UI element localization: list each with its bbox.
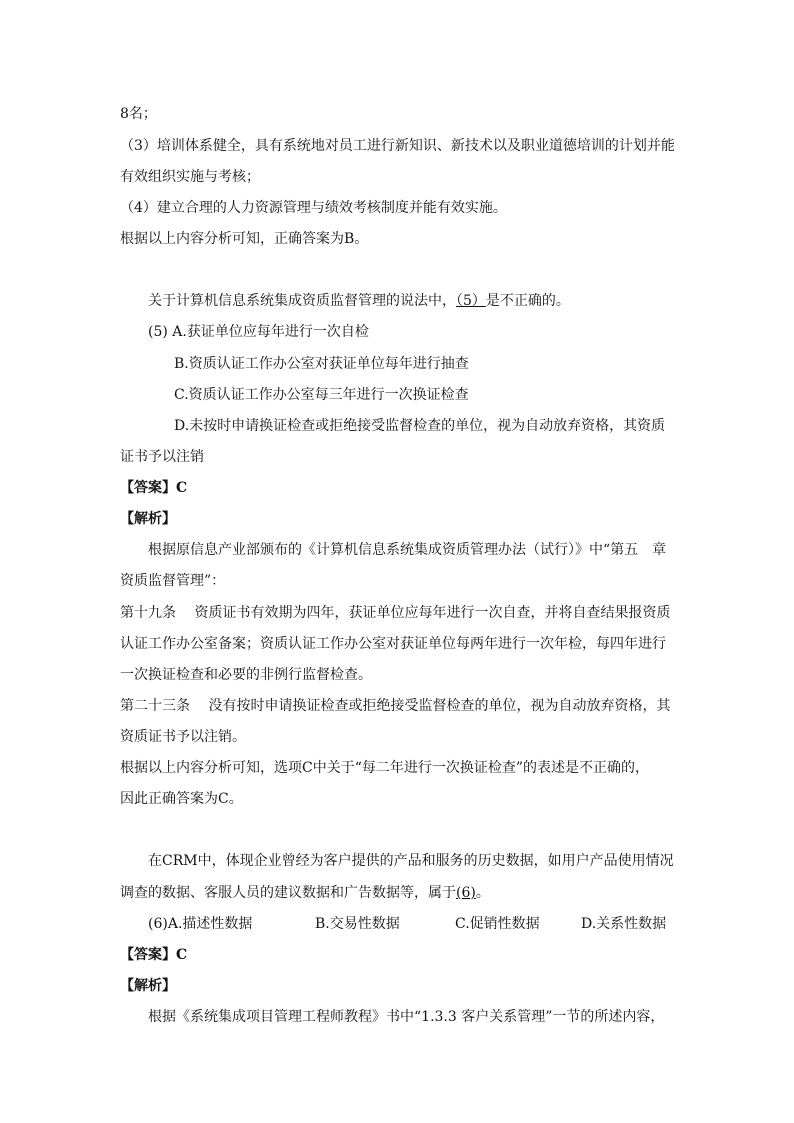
analysis-line: 认证工作办公室备案；资质认证工作办公室对获证单位每两年进行一次年检，每四年进行: [120, 636, 666, 652]
text-line: 有效组织实施与考核；: [120, 169, 260, 185]
option-b: B.资质认证工作办公室对获证单位每年进行抽查: [174, 356, 469, 372]
question-5-blank: （5）: [456, 293, 486, 309]
option-b: B.交易性数据: [315, 916, 400, 932]
question-6-stem-end: 。: [475, 885, 490, 901]
text-line: （4）建立合理的人力资源管理与绩效考核制度并能有效实施。: [120, 200, 507, 216]
option-d-cont: 证书予以注销: [120, 449, 204, 465]
analysis-line: 因此正确答案为C。: [120, 791, 243, 807]
analysis-line: 一次换证检查和必要的非例行监督检查。: [120, 667, 372, 683]
question-6-stem-cont: [120, 883, 490, 903]
analysis-line: 根据以上内容分析可知，选项C中关于“每二年进行一次换证检查”的表述是不正确的，: [120, 760, 650, 776]
option-d: D.未按时申请换证检查或拒绝接受监督检查的单位，视为自动放弃资格，其资质: [174, 418, 666, 434]
text-line: （3）培训体系健全，具有系统地对员工进行新知识、新技术以及职业道德培训的计划并能: [120, 138, 675, 154]
analysis-line: 资质证书予以注销。: [120, 729, 246, 745]
question-6-blank: (6): [456, 885, 476, 901]
answer-label: 【答案】C: [120, 480, 188, 496]
analysis-line: 根据原信息产业部颁布的《计算机信息系统集成资质管理办法（试行）》中“第五 章: [148, 542, 667, 558]
option-c: C.资质认证工作办公室每三年进行一次换证检查: [174, 387, 469, 403]
option-c: C.促销性数据: [455, 916, 540, 932]
option-a: (6)A.描述性数据: [148, 916, 253, 932]
option-a: (5) A.获证单位应每年进行一次自检: [148, 324, 369, 340]
text-line: 8名；: [120, 106, 157, 122]
question-6-stem-text: 调查的数据、客服人员的建议数据和广告数据等，属于: [120, 885, 456, 901]
analysis-line: 第二十三条 没有按时申请换证检查或拒绝接受监督检查的单位，视为自动放弃资格，其: [120, 698, 671, 714]
question-5-stem-text: 关于计算机信息系统集成资质监督管理的说法中，: [148, 293, 456, 309]
question-5-stem: [148, 291, 570, 311]
analysis-label: 【解析】: [120, 511, 176, 527]
analysis-label: 【解析】: [120, 978, 176, 994]
option-d: D.关系性数据: [581, 916, 667, 932]
analysis-line: 第十九条 资质证书有效期为四年，获证单位应每年进行一次自查，并将自查结果报资质: [120, 605, 671, 621]
question-6-stem: 在CRM中，体现企业曾经为客户提供的产品和服务的历史数据，如用户产品使用情况: [148, 853, 674, 869]
answer-label: 【答案】C: [120, 947, 188, 963]
analysis-line: 资质监督管理”：: [120, 573, 226, 589]
text-line: 根据以上内容分析可知，正确答案为B。: [120, 231, 369, 247]
analysis-line: 根据《系统集成项目管理工程师教程》书中“1.3.3 客户关系管理”一节的所述内容，: [148, 1009, 665, 1025]
question-5-stem-end: 是不正确的。: [485, 293, 570, 309]
